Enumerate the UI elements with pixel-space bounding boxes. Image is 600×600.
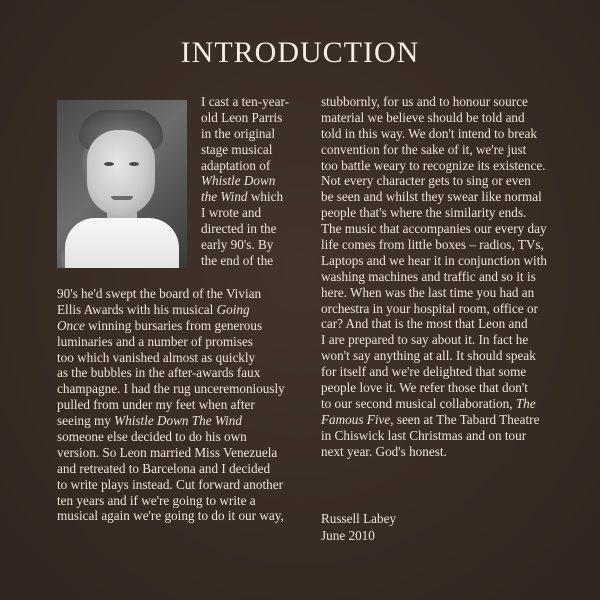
text-line: I wrote and (201, 205, 262, 221)
page-title: INTRODUCTION (180, 36, 420, 69)
text-line: in Chiswick last Christmas and on tour (321, 427, 527, 443)
intro-column-right (321, 94, 547, 459)
play-title: Whistle Down (201, 173, 276, 189)
text-line: people love it. We refer those that don't (321, 380, 528, 396)
text-line: for itself and we're delighted that some (321, 364, 527, 380)
text-line-mixed: Once winning bursaries from generous (57, 317, 263, 333)
musical-title: Going (216, 301, 250, 317)
text-line: I cast a ten-year- (201, 94, 289, 109)
text-line: too which vanished almost as quickly (57, 349, 256, 365)
text-line: luminaries and a number of promises (57, 333, 253, 349)
text-line: early 90's. By (201, 237, 274, 253)
text-line-italic-title (201, 173, 289, 189)
text-line: told in this way. We don't intend to break (321, 125, 537, 141)
photo-face (87, 130, 155, 216)
text-line: to write plays instead. Cut forward another (57, 476, 283, 492)
text-line: people that's where the similarity ends. (321, 205, 527, 221)
text-line: material we believe should be told and (321, 109, 525, 125)
text-line: life comes from little boxes – radios, TVs, (321, 237, 544, 253)
text-line: old Leon Parris (201, 109, 283, 125)
musical-title: The (515, 395, 536, 411)
text-line: in the original (201, 125, 275, 141)
text-line: next year. God's honest. (321, 443, 447, 459)
photo-collar (65, 218, 179, 268)
text-line: too battle weary to recognize its existence. (321, 157, 546, 173)
photo-mouth (111, 196, 133, 200)
text-line-mixed: the Wind which (201, 189, 284, 205)
text-line: convention for the sake of it, we're just (321, 141, 527, 157)
text-line: someone else decided to do his own (57, 429, 247, 445)
musical-title-part: Famous Five (321, 411, 391, 427)
intro-column-left-bottom (57, 286, 285, 524)
text-line: ten years and if we're going to write a (57, 492, 256, 508)
text-line: washing machines and traffic and so it is (321, 268, 536, 284)
text-line: car? And that is the most that Leon and (321, 316, 528, 332)
text-line: version. So Leon married Miss Venezuela (57, 444, 278, 460)
photo-eye-left (104, 162, 114, 166)
author-photo (57, 100, 187, 268)
text-line: orchestra in your hospital room, office or (321, 300, 538, 316)
text-line: champagne. I had the rug unceremoniously (57, 381, 285, 397)
text-line-mixed: Famous Five, seen at The Tabard Theatre (321, 411, 540, 427)
signature-name: Russell Labey (321, 511, 397, 526)
text-line-mixed: seeing my Whistle Down The Wind (57, 413, 242, 429)
text-line: pulled from under my feet when after (57, 397, 255, 413)
text-line: as the bubbles in the after-awards faux (57, 365, 261, 381)
text-line: musical again we're going to do it our way, (57, 508, 284, 524)
text-line: stubbornly, for us and to honour source (321, 94, 528, 109)
text-line: Laptops and we hear it in conjunction with (321, 252, 547, 268)
signature-date: June 2010 (321, 528, 375, 543)
text-line: 90's he'd swept the board of the Vivian (57, 286, 262, 301)
intro-column-left-top (201, 94, 289, 269)
text-line: here. When was the last time you had an (321, 284, 535, 300)
musical-title-part: Once (57, 317, 85, 333)
play-title: Whistle Down The Wind (114, 413, 242, 429)
play-title-part: the Wind (201, 189, 248, 205)
text-line: The music that accompanies our every day (321, 221, 547, 237)
text-line: the end of the (201, 252, 274, 268)
text-line: directed in the (201, 221, 277, 237)
photo-eye-right (129, 162, 139, 166)
text-line: I are prepared to say about it. In fact he (321, 332, 529, 348)
text-line: and retreated to Barcelona and I decided (57, 460, 271, 476)
text-line-mixed: to our second musical collaboration, The (321, 395, 536, 411)
text-line-mixed: Ellis Awards with his musical Going (57, 301, 250, 317)
text-line: Not every character gets to sing or even (321, 173, 531, 189)
text-line: stage musical (201, 141, 273, 157)
text-line: be seen and whilst they swear like normal (321, 189, 542, 205)
text-line: adaptation of (201, 157, 271, 173)
text-line: won't say anything at all. It should speak (321, 348, 536, 364)
